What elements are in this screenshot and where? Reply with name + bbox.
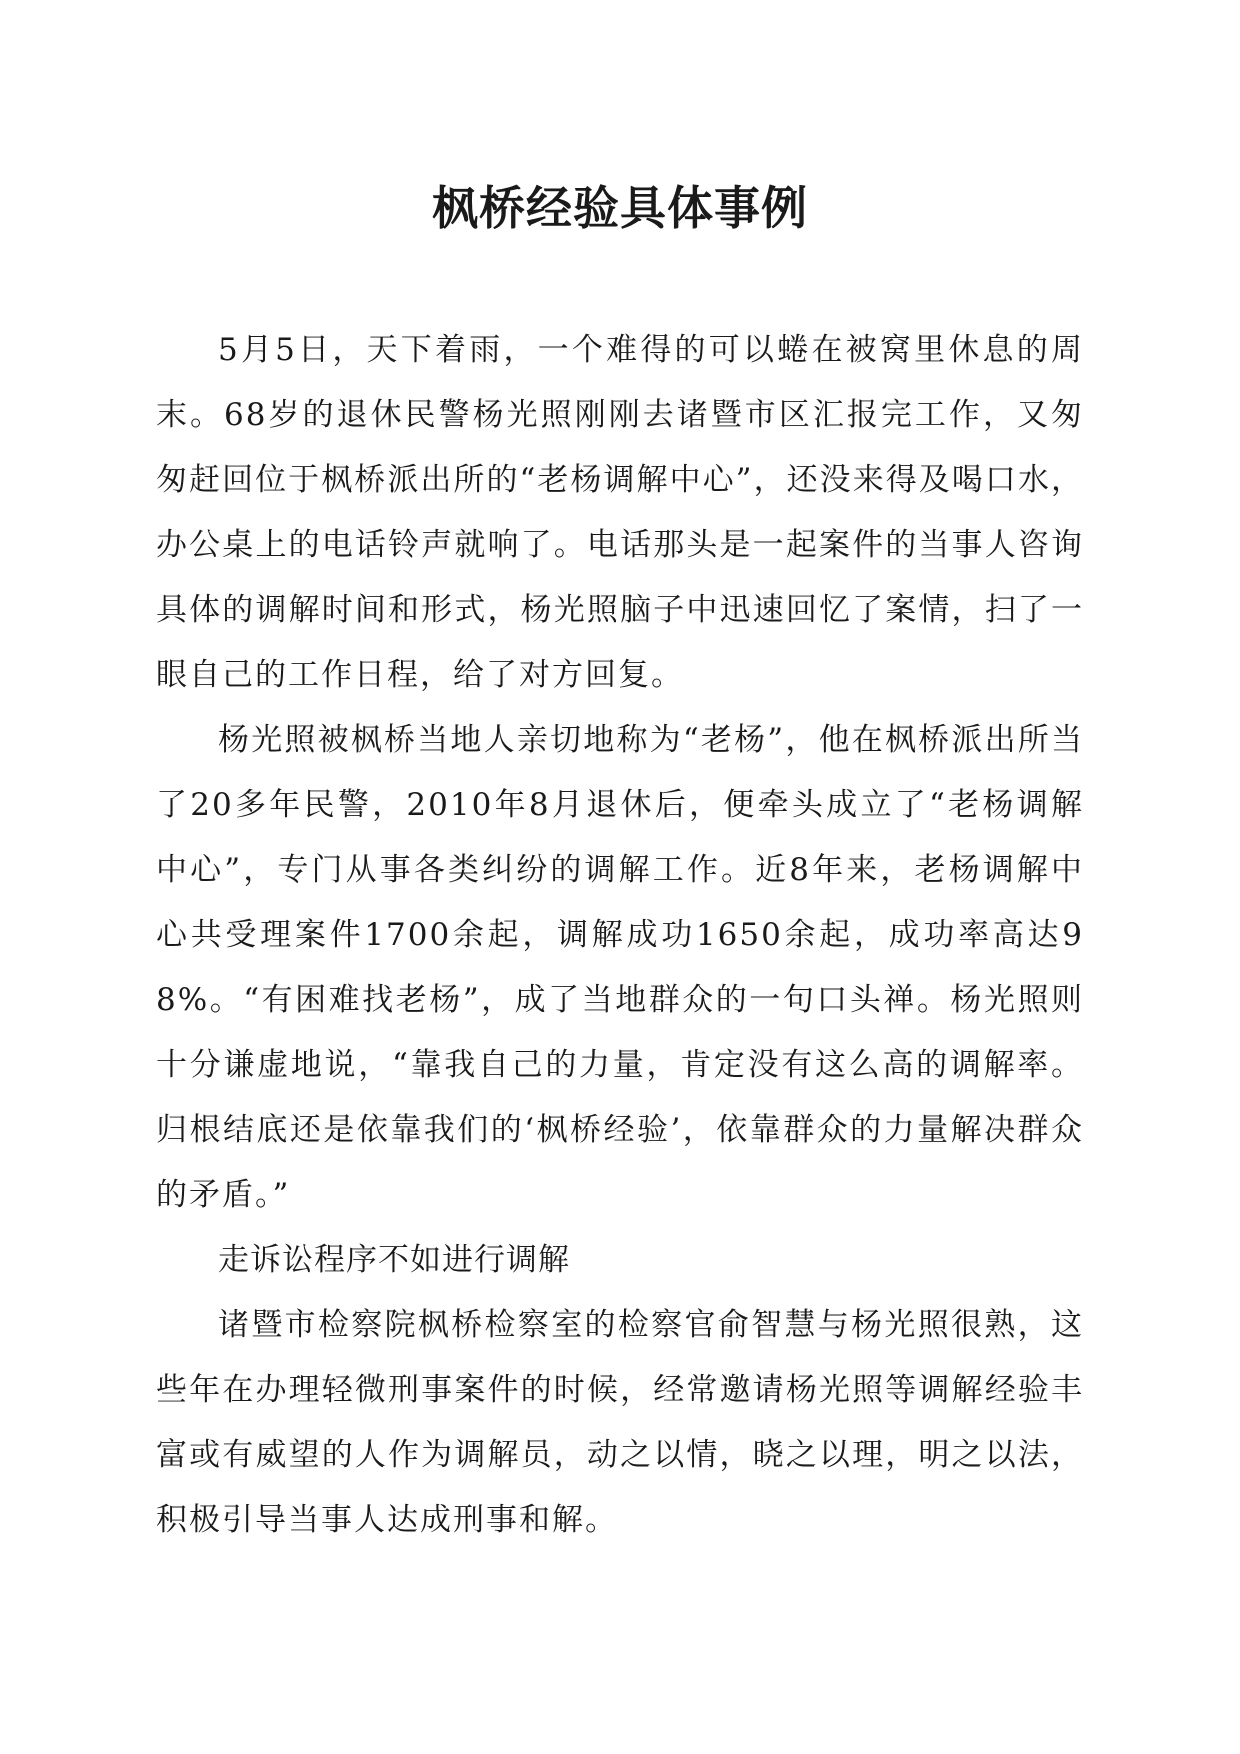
document-body xyxy=(156,318,1084,1553)
paragraph-2: 杨光照被枫桥当地人亲切地称为“老杨”，他在枫桥派出所当了20多年民警，2010年8月退休后，便牵头成立了“老杨调解中心”，专门从事各类纠纷的调解工作。近8年来，老杨调解中心共受理案件1700余起，调解成功1650余起，成功率高达98%。“有困难找老杨”，成了当地群众的一句口头禅。杨光照则十分谦虚地说，“靠我自己的力量，肯定没有这么高的调解率。归根结底还是依靠我们的‘枫桥经验’，依靠群众的力量解决群众的矛盾。” xyxy=(156,722,1084,1213)
document-title: 枫桥经验具体事例 xyxy=(432,181,808,235)
paragraph-3: 诸暨市检察院枫桥检察室的检察官俞智慧与杨光照很熟，这些年在办理轻微刑事案件的时候，经常邀请杨光照等调解经验丰富或有威望的人作为调解员，动之以情，晓之以理，明之以法，积极引导当事人达成刑事和解。 xyxy=(156,1307,1084,1538)
section-subheading: 走诉讼程序不如进行调解 xyxy=(218,1242,570,1278)
paragraph-1: 5月5日，天下着雨，一个难得的可以蜷在被窝里休息的周末。68岁的退休民警杨光照刚刚去诸暨市区汇报完工作，又匆匆赶回位于枫桥派出所的“老杨调解中心”，还没来得及喝口水，办公桌上的电话铃声就响了。电话那头是一起案件的当事人咨询具体的调解时间和形式，杨光照脑子中迅速回忆了案情，扫了一眼自己的工作日程，给了对方回复。 xyxy=(156,332,1084,693)
